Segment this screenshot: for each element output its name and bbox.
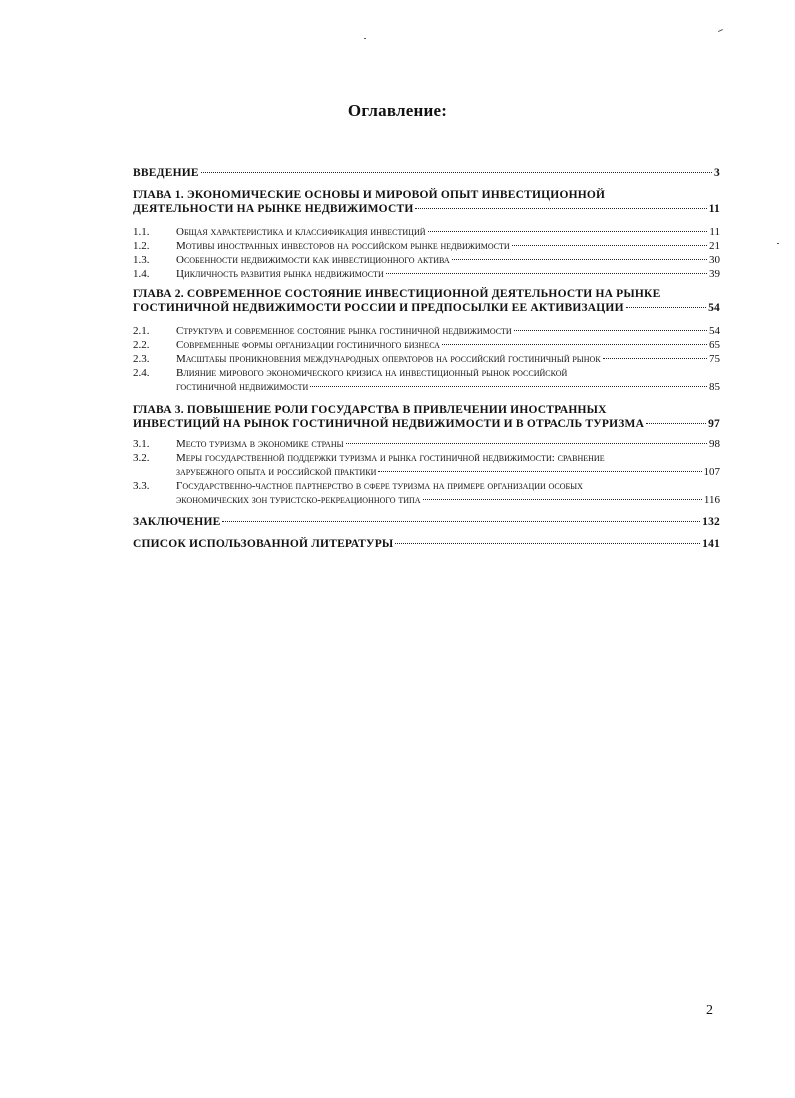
dot-leader: [428, 231, 708, 232]
scan-speck: [364, 38, 366, 39]
dot-leader: [386, 273, 707, 274]
toc-page-number: 21: [709, 240, 720, 252]
toc-entry-title-line: зарубежного опыта и российской практики: [176, 466, 377, 478]
toc-page-number: 3: [714, 167, 720, 179]
toc-page-number: 75: [709, 353, 720, 365]
toc-entry-title-line: гостиничной недвижимости: [176, 381, 309, 393]
toc-section-number: 2.1.: [133, 325, 150, 337]
toc-section-number: 1.4.: [133, 268, 150, 280]
toc-entry-title-line: Меры государственной поддержки туризма и рынка гостиничной недвижимости: сравнение: [176, 452, 605, 464]
toc-page-number: 11: [709, 226, 720, 238]
dot-leader: [415, 208, 706, 209]
toc-entry-title-line: экономических зон туристско-рекреационного типа: [176, 494, 421, 506]
dot-leader: [626, 307, 706, 308]
toc-section-number: 2.2.: [133, 339, 150, 351]
toc-entry-title-line: Влияние мирового экономического кризиса на инвестиционный рынок российской: [176, 367, 568, 379]
dot-leader: [512, 245, 707, 246]
toc-section-number: 2.3.: [133, 353, 150, 365]
dot-leader: [514, 330, 707, 331]
toc-entry-title-line: ГЛАВА 2. СОВРЕМЕННОЕ СОСТОЯНИЕ ИНВЕСТИЦИОННОЙ ДЕЯТЕЛЬНОСТИ НА РЫНКЕ: [133, 288, 661, 300]
toc-page-number: 98: [709, 438, 720, 450]
dot-leader: [378, 471, 701, 472]
toc-entry-title-line: Общая характеристика и классификация инвестиций: [176, 226, 426, 238]
toc-page-number: 97: [708, 418, 720, 430]
toc-page-number: 11: [708, 203, 720, 215]
toc-entry-title-line: Масштабы проникновения международных операторов на российский гостиничный рынок: [176, 353, 601, 365]
toc-page-number: 85: [709, 381, 720, 393]
toc-chapter-entry[interactable]: [133, 287, 720, 315]
toc-entry-title-line: ДЕЯТЕЛЬНОСТИ НА РЫНКЕ НЕДВИЖИМОСТИ: [133, 203, 414, 215]
dot-leader: [442, 344, 707, 345]
toc-chapter-entry[interactable]: [133, 188, 720, 216]
dot-leader: [201, 172, 712, 173]
toc-section-number: 1.3.: [133, 254, 150, 266]
toc-entry-title-line: Цикличность развития рынка недвижимости: [176, 268, 384, 280]
toc-page-number: 107: [703, 466, 720, 478]
toc-entry-title-line: Место туризма в экономике страны: [176, 438, 344, 450]
dot-leader: [395, 543, 700, 544]
toc-page-number: 30: [709, 254, 720, 266]
toc-page-number: 54: [709, 325, 720, 337]
toc-entry-title-line: ГЛАВА 1. ЭКОНОМИЧЕСКИЕ ОСНОВЫ И МИРОВОЙ ОПЫТ ИНВЕСТИЦИОННОЙ: [133, 189, 606, 201]
toc-page-number: 65: [709, 339, 720, 351]
toc-chapter-entry[interactable]: [133, 515, 720, 529]
page-title: Оглавление:: [347, 101, 448, 120]
toc-chapter-entry[interactable]: [133, 166, 720, 180]
toc-entry-title-line: ИНВЕСТИЦИЙ НА РЫНОК ГОСТИНИЧНОЙ НЕДВИЖИМОСТИ И В ОТРАСЛЬ ТУРИЗМА: [133, 418, 645, 430]
toc-page-number: 54: [708, 302, 720, 314]
dot-leader: [646, 423, 706, 424]
toc-entry-title-line: СПИСОК ИСПОЛЬЗОВАННОЙ ЛИТЕРАТУРЫ: [133, 538, 394, 550]
toc-section-number: 3.2.: [133, 452, 150, 464]
toc-section-number: 1.2.: [133, 240, 150, 252]
toc-entry-title-line: Особенности недвижимости как инвестиционного актива: [176, 254, 450, 266]
toc-entry-title-line: ГОСТИНИЧНОЙ НЕДВИЖИМОСТИ РОССИИ И ПРЕДПОСЫЛКИ ЕЕ АКТИВИЗАЦИИ: [133, 302, 624, 314]
toc-section-number: 3.3.: [133, 480, 150, 492]
dot-leader: [452, 259, 707, 260]
dot-leader: [310, 386, 707, 387]
toc-entry-title-line: Государственно-частное партнерство в сфере туризма на примере организации особых: [176, 480, 583, 492]
dot-leader: [423, 499, 702, 500]
toc-page-number: 39: [709, 268, 720, 280]
toc-entry-title-line: ГЛАВА 3. ПОВЫШЕНИЕ РОЛИ ГОСУДАРСТВА В ПРИВЛЕЧЕНИИ ИНОСТРАННЫХ: [133, 404, 607, 416]
dot-leader: [603, 358, 707, 359]
toc-page-number: 116: [703, 494, 720, 506]
dot-leader: [346, 443, 707, 444]
toc-entry-title-line: Мотивы иностранных инвесторов на российском рынке недвижимости: [176, 240, 510, 252]
toc-chapter-entry[interactable]: [133, 403, 720, 431]
page-number: 2: [706, 1003, 713, 1018]
toc-entry-title-line: ЗАКЛЮЧЕНИЕ: [133, 516, 221, 528]
toc-section-number: 3.1.: [133, 438, 150, 450]
scan-speck: [718, 29, 723, 32]
toc-section-number: 2.4.: [133, 367, 150, 379]
dot-leader: [222, 521, 700, 522]
toc-entry-title-line: Структура и современное состояние рынка гостиничной недвижимости: [176, 325, 512, 337]
toc-page-number: 132: [702, 516, 720, 528]
toc-page-number: 141: [702, 538, 720, 550]
toc-entry-title-line: ВВЕДЕНИЕ: [133, 167, 199, 179]
toc-entry-title-line: Современные формы организации гостиничного бизнеса: [176, 339, 440, 351]
toc-section-number: 1.1.: [133, 226, 150, 238]
scan-speck: [777, 243, 779, 244]
toc-chapter-entry[interactable]: [133, 537, 720, 551]
